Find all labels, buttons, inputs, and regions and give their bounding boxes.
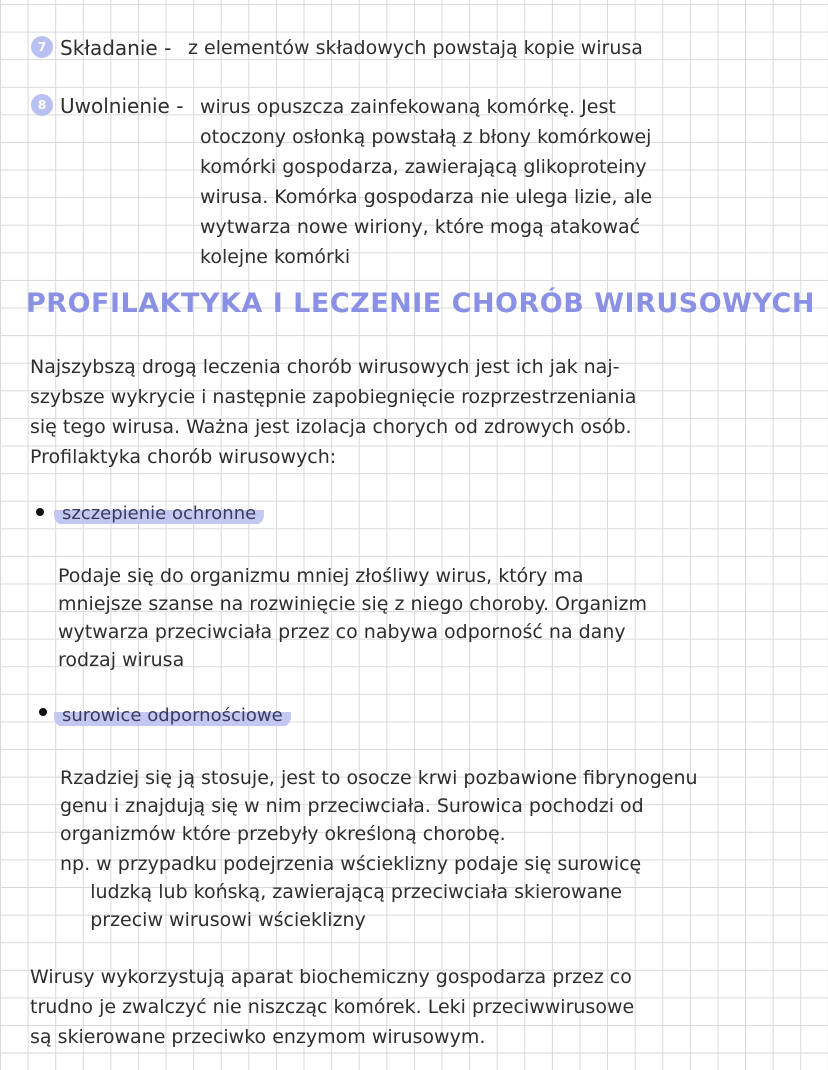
step-text-skladanie: z elementów składowych powstają kopie wirusa (188, 37, 643, 59)
method-label-szczepienie: szczepienie ochronne (54, 502, 264, 525)
bullet-icon (36, 508, 44, 516)
method-example-surowice: np. w przypadku podejrzenia wścieklizny podaje się surowicę ludzką lub końską, zawierającą przeciwciała skierowane przeciw wirusowi wścieklizny (60, 853, 642, 931)
section-heading: PROFILAKTYKA I LECZENIE CHORÓB WIRUSOWYCH (26, 288, 815, 319)
step-number-badge: 7 (31, 36, 53, 58)
method-text-surowice: Rzadziej się ją stosuje, jest to osocze krwi pozbawione fibrynogenu genu i znajdują się w nim przeciwciała. Surowica pochodzi od organizmów które przebyły określoną chorobę. (60, 767, 698, 845)
step-number-badge: 8 (31, 94, 53, 116)
step-term-uwolnienie: Uwolnienie - (60, 94, 184, 118)
method-text-szczepienie: Podaje się do organizmu mniej złośliwy wirus, który ma mniejsze szanse na rozwinięcie się z niego choroby. Organizm wytwarza przeciwciała przez co nabywa odporność na dany rodzaj wirusa (58, 565, 647, 671)
bullet-icon (39, 708, 47, 716)
step-text-uwolnienie: wirus opuszcza zainfekowaną komórkę. Jest otoczony osłonką powstałą z błony komórkowej komórki gospodarza, zawierającą glikoproteiny wirusa. Komórka gospodarza nie ulega lizie, ale wytwarza nowe wiriony, które mogą atakować kolejne komórki (200, 96, 653, 268)
intro-paragraph: Najszybszą drogą leczenia chorób wirusowych jest ich jak naj- szybsze wykrycie i następnie zapobiegnięcie rozprzestrzeniania się tego wirusa. Ważna jest izolacja chorych od zdrowych osób. Profilaktyka chorób wirusowych: (30, 356, 637, 468)
closing-paragraph: Wirusy wykorzystują aparat biochemiczny gospodarza przez co trudno je zwalczyć nie niszcząc komórek. Leki przeciwwirusowe są skierowane przeciwko enzymom wirusowym. (30, 966, 635, 1048)
step-term-skladanie: Składanie - (60, 36, 172, 60)
method-label-surowice: surowice odpornościowe (54, 704, 291, 727)
